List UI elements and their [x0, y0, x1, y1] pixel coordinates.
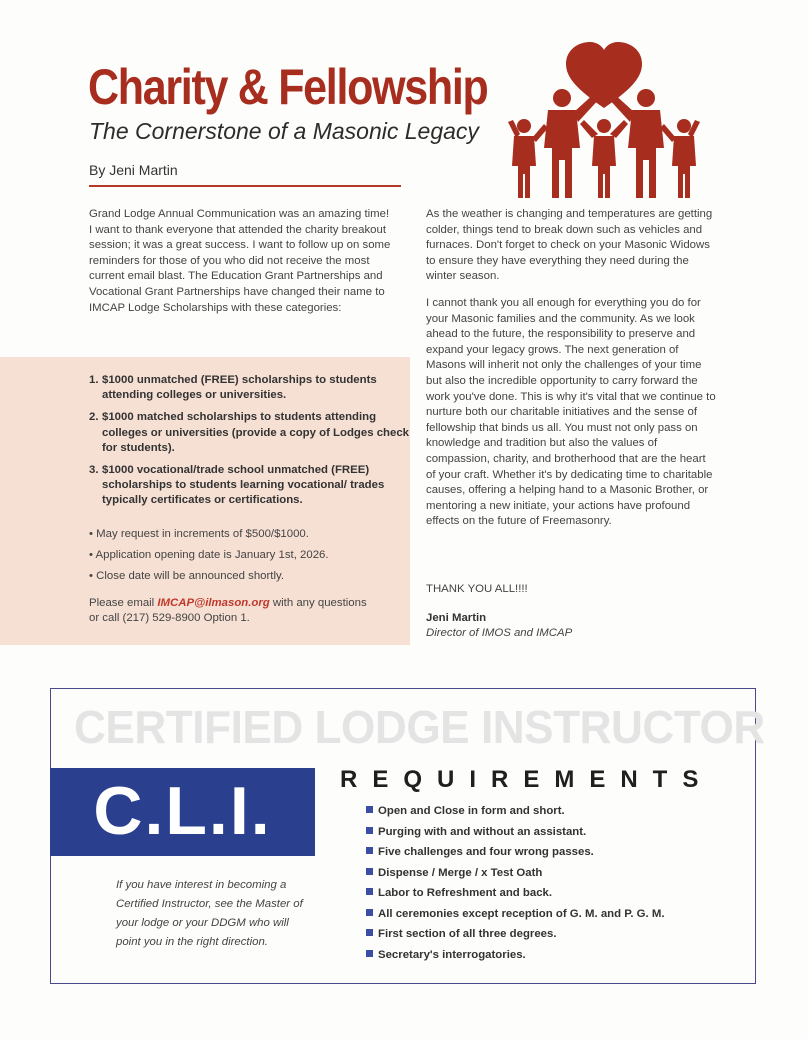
- notes-list: [89, 528, 329, 591]
- article-title: Charity & Fellowship: [88, 59, 488, 115]
- heart-family-icon: [508, 40, 700, 200]
- scholarship-list: [89, 373, 409, 516]
- cli-acronym: C.L.I.: [93, 773, 272, 849]
- list-item: First section of all three degrees.: [366, 928, 665, 949]
- list-item: 1. $1000 unmatched (FREE) scholarships to students attending colleges or universities.: [89, 374, 377, 402]
- square-bullet-icon: [366, 888, 373, 895]
- list-item-text: $1000 matched scholarships to students attending colleges or universities (provide a copy of Lodges check for students).: [102, 411, 410, 454]
- list-item: Purging with and without an assistant.: [366, 826, 665, 847]
- list-item-text: $1000 vocational/trade school unmatched (FREE) scholarships to students learning vocational/ trades typically certificates or certifications.: [102, 464, 385, 507]
- square-bullet-icon: [366, 847, 373, 854]
- paragraph: I cannot thank you all enough for everything you do for your Masonic families and the community. As we look ahead to the future, the responsibility to preserve and expand your legacy grows. The next generation of Masons will inherit not only the challenges of your time but also the incredible opportunity to carry forward the work you've done. This is why it's vital that we continue to nurture both our charitable initiatives and the sense of fellowship that binds us all. You must not only pass on knowledge and tradition but also the values of compassion, charity, and brotherhood that are the heart of your craft. Whether it's by dedicating time to charitable causes, offering a helping hand to a Masonic Brother, or mentoring a new initiate, your actions have profound effects on the future of Freemasonry.: [426, 296, 716, 528]
- cli-note: If you have interest in becoming a Certified Instructor, see the Master of your lodge or your DDGM who will point you in the right direction.: [116, 879, 303, 948]
- paragraph: As the weather is changing and temperatures are getting colder, things tend to break down such as vehicles and furnaces. Don't forget to check on your Masonic Widows to ensure they have everything they need during the winter season.: [426, 208, 713, 283]
- signature-name: Jeni Martin: [426, 612, 487, 624]
- email-link[interactable]: IMCAP@ilmason.org: [157, 597, 270, 609]
- list-item: • Close date will be announced shortly.: [89, 570, 284, 582]
- byline: By Jeni Martin: [89, 162, 178, 178]
- cli-banner: CERTIFIED LODGE INSTRUCTOR: [74, 701, 765, 753]
- list-item: • Application opening date is January 1st, 2026.: [89, 549, 329, 561]
- closing-thanks: THANK YOU ALL!!!!: [426, 583, 528, 595]
- list-item: Dispense / Merge / x Test Oath: [366, 867, 665, 888]
- square-bullet-icon: [366, 950, 373, 957]
- square-bullet-icon: [366, 868, 373, 875]
- requirements-heading: REQUIREMENTS: [340, 766, 714, 793]
- list-item: • May request in increments of $500/$1000.: [89, 528, 309, 540]
- list-item: 3. $1000 vocational/trade school unmatched (FREE) scholarships to students learning vocational/ trades typically certificates or certifications.: [89, 464, 385, 507]
- square-bullet-icon: [366, 827, 373, 834]
- signature-title: Director of IMOS and IMCAP: [426, 627, 573, 639]
- list-item: Secretary's interrogatories.: [366, 949, 665, 970]
- square-bullet-icon: [366, 806, 373, 813]
- article-subtitle: The Cornerstone of a Masonic Legacy: [89, 118, 479, 144]
- right-column: [426, 207, 718, 541]
- list-item: All ceremonies except reception of G. M. and P. G. M.: [366, 908, 665, 929]
- list-item: Five challenges and four wrong passes.: [366, 846, 665, 867]
- square-bullet-icon: [366, 929, 373, 936]
- contact-paragraph: Please email IMCAP@ilmason.org with any questions or call (217) 529-8900 Option 1.: [89, 597, 367, 625]
- intro-paragraph: Grand Lodge Annual Communication was an amazing time! I want to thank everyone that attended the charity breakout session; it was a great success. I want to follow up on some reminders for those of you who did not receive the most current email blast. The Education Grant Partnerships and Vocational Grant Partnerships have changed their name to IMCAP Lodge Scholarships with these categories:: [89, 208, 391, 314]
- list-item: Open and Close in form and short.: [366, 805, 665, 826]
- list-item: 2. $1000 matched scholarships to students attending colleges or universities (provide a copy of Lodges check for students).: [89, 411, 410, 454]
- list-item: Labor to Refreshment and back.: [366, 887, 665, 908]
- byline-divider: [89, 185, 401, 187]
- requirements-list: [366, 805, 665, 969]
- list-item-text: $1000 unmatched (FREE) scholarships to students attending colleges or universities.: [102, 374, 377, 402]
- square-bullet-icon: [366, 909, 373, 916]
